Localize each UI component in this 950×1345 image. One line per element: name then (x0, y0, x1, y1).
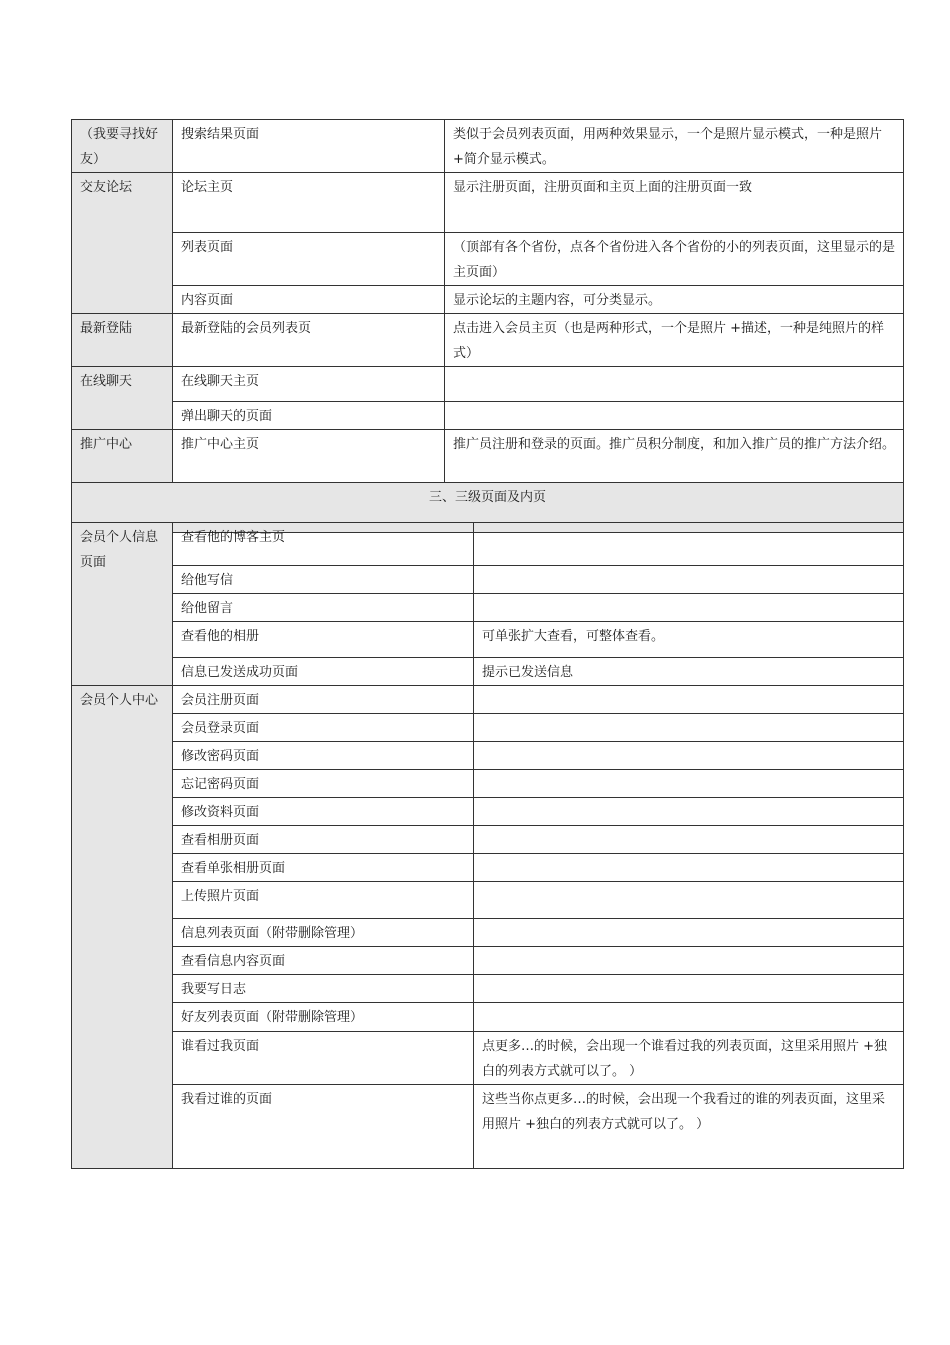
category-cell: 交友论坛 (72, 173, 173, 314)
description-cell: 点击进入会员主页（也是两种形式，一个是照片 +描述，一种是纯照片的样式） (445, 314, 904, 367)
description-cell (474, 714, 904, 742)
table-row (72, 1085, 904, 1169)
table-row (72, 566, 904, 594)
third-level-table (71, 522, 904, 1169)
page-name-cell: 谁看过我页面 (173, 1032, 474, 1085)
page-name-cell: 论坛主页 (173, 173, 445, 233)
table-row (72, 919, 904, 947)
description-cell (474, 854, 904, 882)
table-row (72, 658, 904, 686)
table-row (72, 523, 904, 566)
description-cell: 提示已发送信息 (474, 658, 904, 686)
table-row (72, 798, 904, 826)
table-row (72, 233, 904, 286)
table-row (72, 594, 904, 622)
description-cell: 推广员注册和登录的页面。推广员积分制度，和加入推广员的推广方法介绍。 (445, 430, 904, 483)
table-row (72, 882, 904, 919)
page-name-cell: 修改密码页面 (173, 742, 474, 770)
description-cell: 类似于会员列表页面，用两种效果显示，一个是照片显示模式，一种是照片 +简介显示模式。 (445, 120, 904, 173)
page-name-cell: 查看相册页面 (173, 826, 474, 854)
category-cell: 会员个人信息页面 (72, 523, 173, 686)
table-row (72, 286, 904, 314)
table-row (72, 402, 904, 430)
page-name-cell: 我看过谁的页面 (173, 1085, 474, 1169)
table-row (72, 770, 904, 798)
category-cell: 会员个人中心 (72, 686, 173, 1169)
page-name-cell: 给他留言 (173, 594, 474, 622)
description-cell (474, 919, 904, 947)
category-cell: 最新登陆 (72, 314, 173, 367)
page-name-cell: 上传照片页面 (173, 882, 474, 919)
category-cell: （我要寻找好友） (72, 120, 173, 173)
description-cell: 可单张扩大查看，可整体查看。 (474, 622, 904, 658)
page-name-cell: 查看他的博客主页 (173, 523, 474, 566)
page-name-cell: 最新登陆的会员列表页 (173, 314, 445, 367)
table-row (72, 854, 904, 882)
description-cell (474, 798, 904, 826)
page-name-cell: 搜索结果页面 (173, 120, 445, 173)
page-name-cell: 内容页面 (173, 286, 445, 314)
table-row (72, 714, 904, 742)
description-cell (474, 686, 904, 714)
description-cell (474, 742, 904, 770)
page-name-cell: 推广中心主页 (173, 430, 445, 483)
table-row (72, 686, 904, 714)
table-row (72, 826, 904, 854)
page-name-cell: 会员登录页面 (173, 714, 474, 742)
page-name-cell: 查看单张相册页面 (173, 854, 474, 882)
description-cell (474, 1003, 904, 1032)
description-cell (474, 882, 904, 919)
description-cell (474, 566, 904, 594)
page-name-cell: 我要写日志 (173, 975, 474, 1003)
description-cell: 这些当你点更多…的时候，会出现一个我看过的谁的列表页面，这里采用照片 +独白的列表方式就可以了。 ） (474, 1085, 904, 1169)
page-structure-table (71, 119, 904, 533)
table-row (72, 173, 904, 233)
page-name-cell: 在线聊天主页 (173, 367, 445, 402)
table-row (72, 314, 904, 367)
description-cell (445, 367, 904, 402)
table-row (72, 622, 904, 658)
category-cell: 在线聊天 (72, 367, 173, 430)
description-cell (474, 826, 904, 854)
category-cell: 推广中心 (72, 430, 173, 483)
description-cell (474, 975, 904, 1003)
page-name-cell: 弹出聊天的页面 (173, 402, 445, 430)
section-header: 三、三级页面及内页 (72, 483, 904, 533)
page-name-cell: 查看他的相册 (173, 622, 474, 658)
page-name-cell: 查看信息内容页面 (173, 947, 474, 975)
page-name-cell: 忘记密码页面 (173, 770, 474, 798)
page-name-cell: 信息已发送成功页面 (173, 658, 474, 686)
table-row (72, 975, 904, 1003)
page-name-cell: 好友列表页面（附带删除管理） (173, 1003, 474, 1032)
table-row (72, 947, 904, 975)
description-cell: 显示注册页面，注册页面和主页上面的注册页面一致 (445, 173, 904, 233)
page-name-cell: 信息列表页面（附带删除管理） (173, 919, 474, 947)
table-row (72, 1003, 904, 1032)
description-cell (474, 770, 904, 798)
page-name-cell: 列表页面 (173, 233, 445, 286)
description-cell (445, 402, 904, 430)
description-cell (474, 523, 904, 566)
table-row (72, 367, 904, 402)
table-row (72, 430, 904, 483)
description-cell: 点更多…的时候，会出现一个谁看过我的列表页面，这里采用照片 +独白的列表方式就可以了。 ） (474, 1032, 904, 1085)
page-name-cell: 修改资料页面 (173, 798, 474, 826)
table-row (72, 742, 904, 770)
description-cell (474, 947, 904, 975)
table-row (72, 1032, 904, 1085)
description-cell: 显示论坛的主题内容，可分类显示。 (445, 286, 904, 314)
page-name-cell: 给他写信 (173, 566, 474, 594)
description-cell (474, 594, 904, 622)
table-row (72, 120, 904, 173)
description-cell: （顶部有各个省份，点各个省份进入各个省份的小的列表页面，这里显示的是主页面） (445, 233, 904, 286)
page-name-cell: 会员注册页面 (173, 686, 474, 714)
